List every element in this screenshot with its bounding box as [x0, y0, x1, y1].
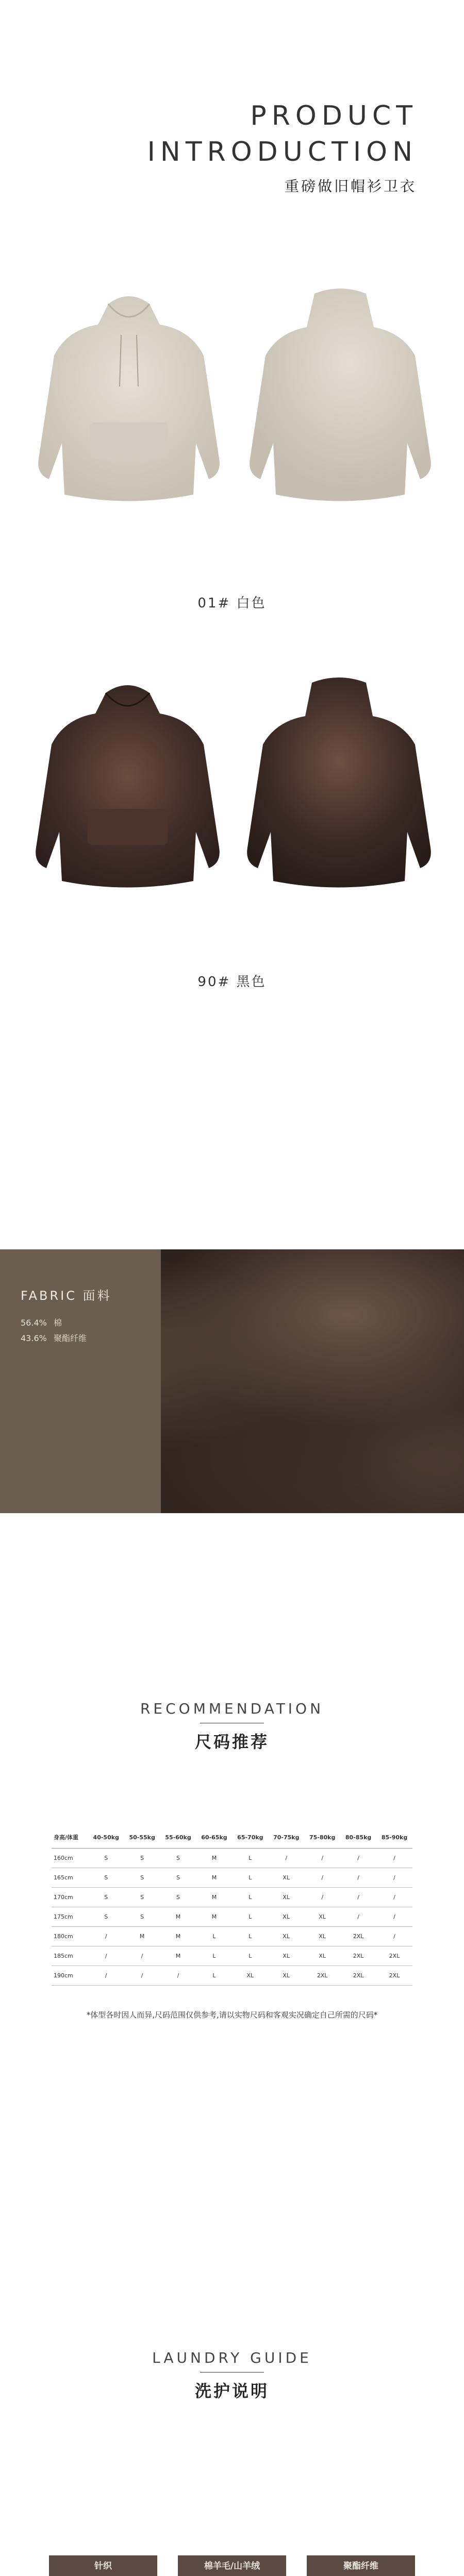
- size-cell: L: [196, 1927, 233, 1946]
- size-cell: M: [196, 1849, 233, 1868]
- white-hoodie-front-image: [31, 289, 227, 515]
- black-color-caption: 90# 黑色: [197, 974, 267, 990]
- header-cell: 身高/体重: [52, 1826, 88, 1849]
- size-cell: /: [160, 1966, 196, 1986]
- size-table-row: [52, 1927, 412, 1946]
- size-cell: XL: [304, 1927, 340, 1946]
- size-cell: XL: [304, 1946, 340, 1966]
- size-cell: /: [376, 1927, 412, 1946]
- size-cell: 2XL: [340, 1927, 376, 1946]
- size-cell: /: [304, 1868, 340, 1888]
- size-cell: XL: [268, 1907, 304, 1927]
- size-cell: /: [88, 1966, 124, 1986]
- laundry-card: [49, 2555, 157, 2576]
- fabric-section: [0, 1249, 464, 1513]
- fabric-name: 棉: [54, 1318, 62, 1328]
- size-cell: L: [232, 1849, 268, 1868]
- size-cell: S: [124, 1849, 160, 1868]
- size-cell: L: [196, 1966, 233, 1986]
- size-cell: 2XL: [376, 1966, 412, 1986]
- white-color-caption: 01# 白色: [197, 596, 267, 611]
- laundry-card-heading: 聚酯纤维: [307, 2555, 415, 2576]
- size-cell: /: [88, 1946, 124, 1966]
- size-cell: /: [88, 1927, 124, 1946]
- size-cell: M: [160, 1946, 196, 1966]
- size-cell: /: [340, 1907, 376, 1927]
- fabric-title: FABRIC 面料: [21, 1289, 112, 1303]
- size-cell: L: [232, 1888, 268, 1907]
- size-cell: /: [124, 1946, 160, 1966]
- size-table-row: [52, 1888, 412, 1907]
- header-cell: 65-70kg: [232, 1826, 268, 1849]
- fabric-line-cotton: [21, 1316, 87, 1328]
- size-cell: L: [232, 1868, 268, 1888]
- recommendation-title-en: RECOMMENDATION: [140, 1700, 324, 1717]
- size-cell: M: [196, 1907, 233, 1927]
- size-cell: XL: [268, 1868, 304, 1888]
- black-hoodie-front-image: [28, 677, 227, 899]
- product-introduction-title: [147, 98, 418, 170]
- size-cell: 175cm: [52, 1907, 88, 1927]
- fabric-pct: 43.6%: [21, 1333, 47, 1343]
- size-cell: 165cm: [52, 1868, 88, 1888]
- laundry-card-heading: 针织: [49, 2555, 157, 2576]
- size-table-row: [52, 1966, 412, 1986]
- size-cell: /: [376, 1849, 412, 1868]
- size-cell: S: [160, 1849, 196, 1868]
- size-cell: M: [124, 1927, 160, 1946]
- size-cell: S: [124, 1888, 160, 1907]
- fabric-pct: 56.4%: [21, 1318, 47, 1328]
- size-cell: L: [232, 1927, 268, 1946]
- size-cell: XL: [268, 1927, 304, 1946]
- size-cell: L: [232, 1907, 268, 1927]
- size-cell: /: [304, 1849, 340, 1868]
- size-cell: S: [88, 1907, 124, 1927]
- header-cell: 80-85kg: [340, 1826, 376, 1849]
- header-cell: 70-75kg: [268, 1826, 304, 1849]
- size-cell: M: [160, 1927, 196, 1946]
- size-cell: /: [340, 1868, 376, 1888]
- size-cell: 185cm: [52, 1946, 88, 1966]
- size-cell: XL: [232, 1966, 268, 1986]
- size-cell: 180cm: [52, 1927, 88, 1946]
- laundry-title-zh: 洗护说明: [194, 2381, 269, 2401]
- size-cell: S: [160, 1888, 196, 1907]
- header-cell: 55-60kg: [160, 1826, 196, 1849]
- recommendation-title-zh: 尺码推荐: [194, 1732, 269, 1752]
- size-cell: /: [376, 1888, 412, 1907]
- size-cell: XL: [268, 1888, 304, 1907]
- title-line-1: PRODUCT: [250, 100, 418, 131]
- size-cell: XL: [268, 1946, 304, 1966]
- size-cell: S: [88, 1888, 124, 1907]
- fabric-name: 聚酯纤维: [54, 1333, 87, 1343]
- size-cell: S: [124, 1868, 160, 1888]
- size-cell: S: [124, 1907, 160, 1927]
- size-cell: XL: [268, 1966, 304, 1986]
- size-cell: /: [376, 1907, 412, 1927]
- size-cell: S: [88, 1849, 124, 1868]
- size-cell: XL: [304, 1907, 340, 1927]
- size-cell: /: [340, 1849, 376, 1868]
- laundry-card: [307, 2555, 415, 2576]
- size-table-row: [52, 1907, 412, 1927]
- size-cell: M: [196, 1888, 233, 1907]
- black-hoodie-back-image: [240, 677, 438, 899]
- size-cell: /: [268, 1849, 304, 1868]
- size-cell: 2XL: [304, 1966, 340, 1986]
- size-cell: 2XL: [340, 1946, 376, 1966]
- size-cell: 2XL: [340, 1966, 376, 1986]
- size-cell: M: [196, 1868, 233, 1888]
- size-cell: /: [340, 1888, 376, 1907]
- size-table-header-row: [52, 1826, 412, 1849]
- size-cell: 190cm: [52, 1966, 88, 1986]
- header-cell: 85-90kg: [376, 1826, 412, 1849]
- size-table-row: [52, 1849, 412, 1868]
- size-cell: 170cm: [52, 1888, 88, 1907]
- size-cell: M: [160, 1907, 196, 1927]
- white-hoodie-back-image: [242, 289, 438, 515]
- header-cell: 75-80kg: [304, 1826, 340, 1849]
- laundry-title-en: LAUNDRY GUIDE: [152, 2349, 312, 2366]
- laundry-card-heading: 棉羊毛/山羊绒: [178, 2555, 286, 2576]
- header-cell: 40-50kg: [88, 1826, 124, 1849]
- size-note: *体型各时因人而异,尺码范围仅供参考,请以实物尺码和客观实况确定自己所需的尺码*: [86, 2010, 378, 2020]
- laundry-card: [178, 2555, 286, 2576]
- size-cell: /: [124, 1966, 160, 1986]
- size-cell: 2XL: [376, 1946, 412, 1966]
- size-cell: S: [88, 1868, 124, 1888]
- size-cell: S: [160, 1868, 196, 1888]
- size-cell: L: [232, 1946, 268, 1966]
- fabric-info-panel: [0, 1249, 161, 1513]
- size-cell: 160cm: [52, 1849, 88, 1868]
- product-subtitle: 重磅做旧帽衫卫衣: [284, 178, 417, 195]
- size-table-row: [52, 1868, 412, 1888]
- size-table-row: [52, 1946, 412, 1966]
- fabric-line-polyester: [21, 1332, 87, 1344]
- size-cell: /: [304, 1888, 340, 1907]
- size-table: [52, 1826, 412, 1986]
- header-cell: 60-65kg: [196, 1826, 233, 1849]
- header-cell: 50-55kg: [124, 1826, 160, 1849]
- size-cell: /: [376, 1868, 412, 1888]
- title-line-2: INTRODUCTION: [147, 137, 418, 167]
- size-cell: L: [196, 1946, 233, 1966]
